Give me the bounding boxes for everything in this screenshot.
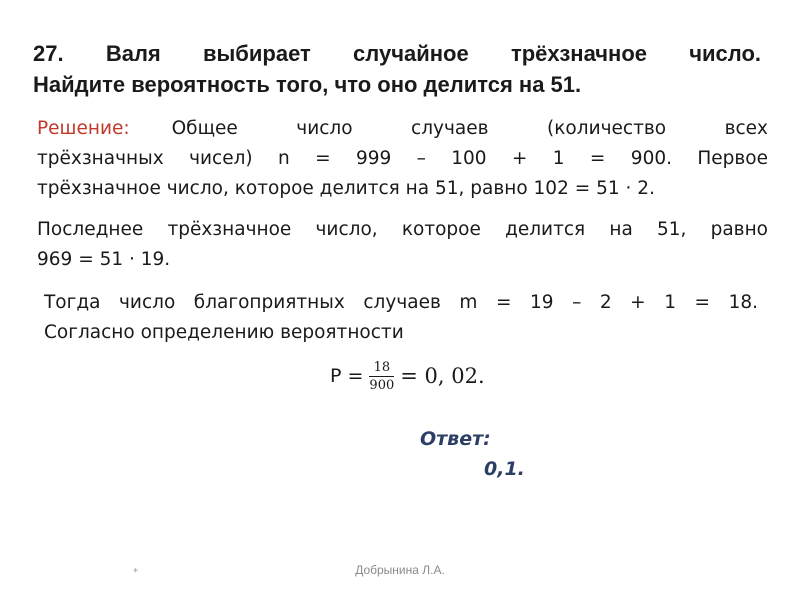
formula-numerator: 18: [373, 359, 391, 375]
solution-line-2: трёхзначных чисел) n = 999 – 100 + 1 = 900. Первое: [37, 148, 768, 169]
answer-value: 0,1.: [484, 458, 525, 480]
problem-statement: [33, 38, 761, 100]
fraction-bar: [369, 376, 394, 377]
solution-label: Решение:: [37, 118, 130, 139]
solution-paragraph-3: [44, 288, 758, 348]
solution-line-3: трёхзначное число, которое делится на 51, равно 102 = 51 · 2.: [37, 178, 655, 199]
answer-label: Ответ:: [420, 428, 491, 450]
problem-line-2: Найдите вероятность того, что оно делится на 51.: [33, 72, 582, 97]
answer-block: [420, 424, 525, 484]
problem-line-1: 27. Валя выбирает случайное трёхзначное число.: [33, 41, 761, 66]
solution-p3-line-2: Согласно определению вероятности: [44, 322, 404, 343]
formula-rhs: = 0, 02.: [400, 364, 485, 388]
footer-star: *: [133, 567, 138, 578]
solution-line-1: [37, 114, 768, 144]
solution-paragraph-2: [37, 215, 768, 275]
solution-p2-line-2: 969 = 51 · 19.: [37, 249, 171, 270]
formula-denominator: 900: [369, 377, 395, 393]
formula-lhs: P =: [330, 365, 364, 387]
solution-line-1-text: Общее число случаев (количество всех: [171, 118, 768, 139]
formula-fraction: [369, 360, 394, 393]
solution-p3-line-1: Тогда число благоприятных случаев m = 19 – 2 + 1 = 18.: [44, 292, 758, 313]
footer-author: Добрынина Л.А.: [355, 563, 445, 577]
solution-p2-line-1: Последнее трёхзначное число, которое делится на 51, равно: [37, 219, 768, 240]
solution-paragraph-1: [37, 114, 768, 204]
probability-formula: [330, 352, 485, 400]
